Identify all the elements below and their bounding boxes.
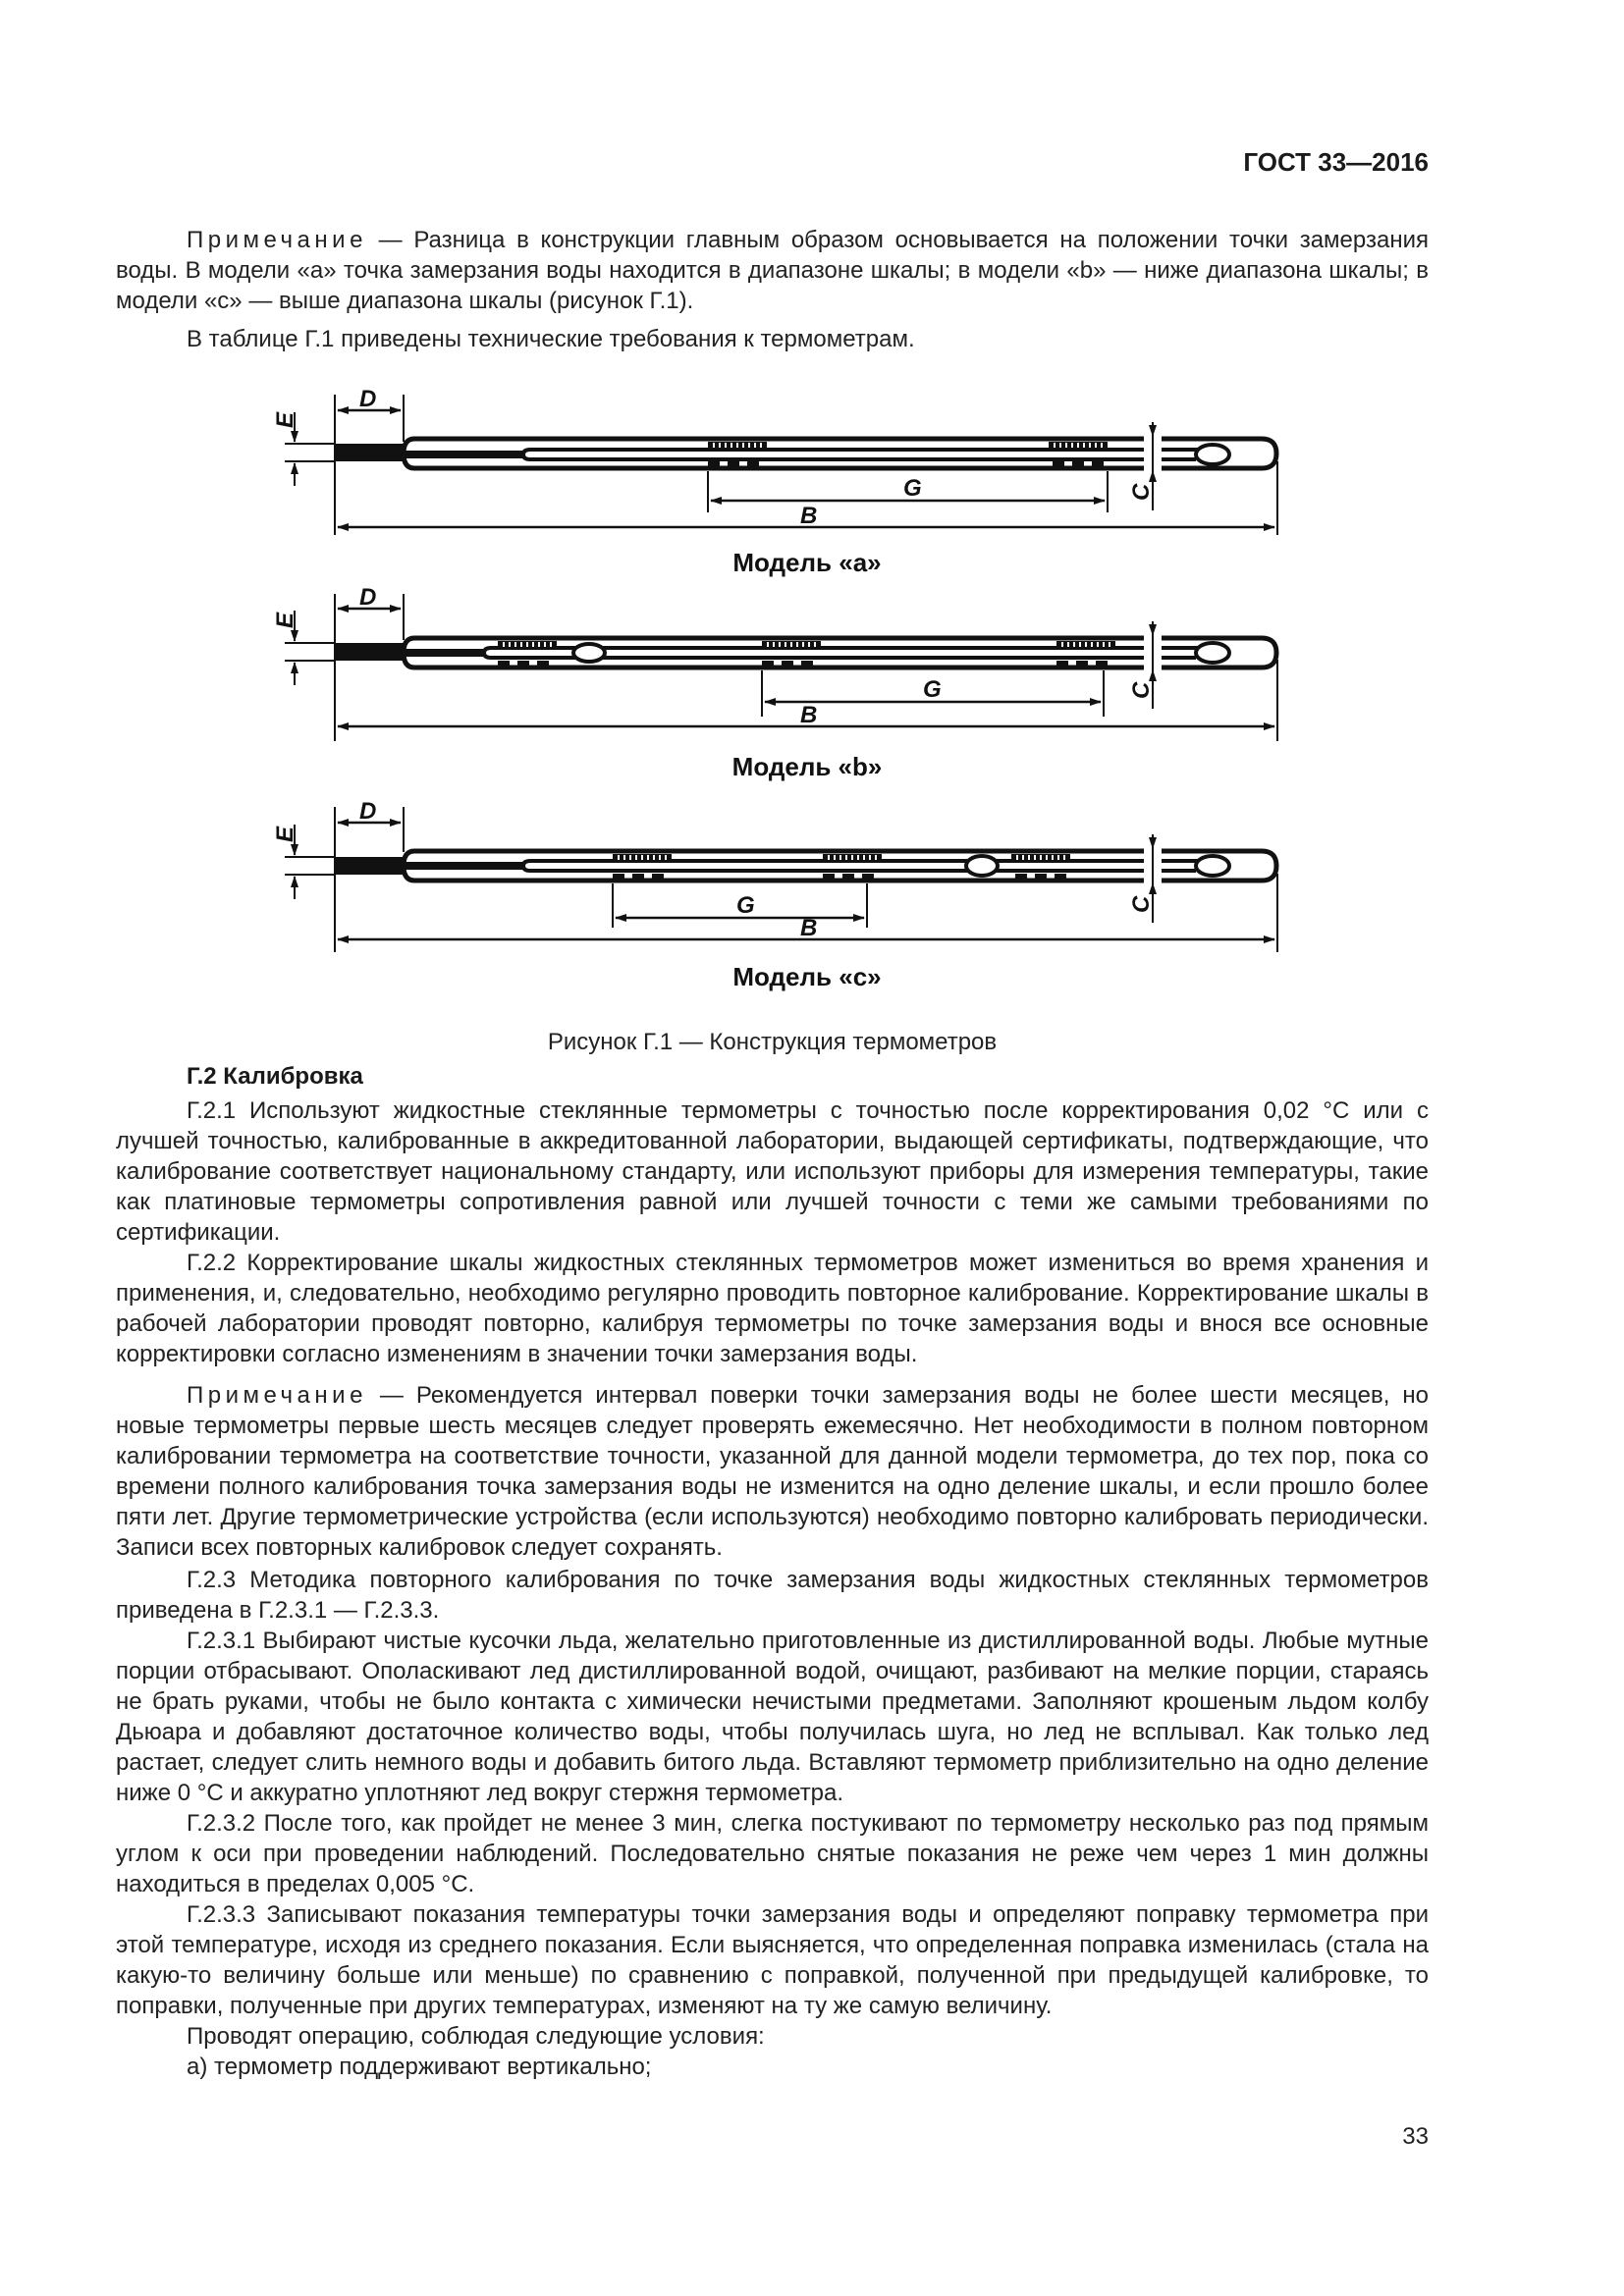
note-text: — Рекомендуется интервал поверки точки замерзания воды не более шести месяцев, но новые термометры первые шесть месяцев следует проверять ежемесячно. Нет необходимости в полном повторном калибровании термометра на соответствие точности, указанной для данной модели термометра, до тех пор, пока со времени полного калибрования точка замерзания воды не изменится на одно деление шкалы, и если прошло более пяти лет. Другие термометрические устройства (если используются) необходимо повторно калибровать периодически. Записи всех повторных калибровок следует сохранять. [116,1382,1429,1561]
paragraph-text: Г.2.3.2 После того, как пройдет не менее 3 мин, слегка постукивают по термометру несколько раз под прямым углом к оси при проведении наблюдений. Последовательно снятые показания не реже чем через 1 мин должны находиться в пределах 0,005 °С. [116,1810,1429,1897]
note-label: Примечание [187,1382,367,1409]
paragraph-text: Г.2.3.1 Выбирают чистые кусочки льда, желательно приготовленные из дистиллированной воды. Любые мутные порции отбрасывают. Ополаскивают лед дистиллированной водой, очищают, разбивают на мелкие порции, стараясь не брать руками, чтобы не было контакта с химически нечистыми предметами. Заполняют крошеным льдом колбу Дьюара и добавляют достаточное количество воды, чтобы получилась шуга, но лед не всплывал. Как только лед растает, следует слить немного воды и добавить битого льда. Вставляют термометр приблизительно на одно деление ниже 0 °С и аккуратно уплотняют лед вокруг стержня термометра. [116,1628,1429,1806]
list-item-a [116,2052,1429,2082]
dimension-label-b: B [800,702,818,728]
document-id-header: ГОСТ 33—2016 [1243,147,1429,177]
paragraph-text: Г.2.2 Корректирование шкалы жидкостных стеклянных термометров может измениться во время хранения и применения, и, следовательно, необходимо регулярно проводить повторное калибрование. Корректирование шкалы в рабочей лаборатории проводят повторно, калибруя термометры по точке замерзания воды и внося все основные корректировки согласно изменениям в значении точки замерзания воды. [116,1250,1429,1367]
dimension-label-e: E [272,826,298,842]
dimension-label-d: D [359,584,377,611]
dimension-label-c: C [1128,895,1155,913]
model-b-label: Модель «b» [731,752,883,781]
dimension-label-b: B [800,915,818,941]
paragraph-g-2-3-3 [116,1899,1429,2021]
paragraph-g-2-3-2 [116,1808,1429,1899]
dimension-label-c: C [1128,483,1155,501]
paragraph-text: Г.2.3.3 Записывают показания температуры точки замерзания воды и определяют поправку термометра при этой температуре, исходя из среднего показания. Если выясняется, что определенная поправка изменилась (стала на какую-то величину больше или меньше) по сравнению с поправкой, полученной при предыдущей калибровке, то поправки, полученные при других температурах, изменяют на ту же самую величину. [116,1901,1429,2019]
section-heading: Г.2 Калибровка [187,1063,363,1090]
thermometer-figure [0,0,1624,1021]
model-a-drawing [285,395,1277,535]
note-2 [116,1380,1429,1563]
dimension-label-e: E [272,612,298,628]
dimension-label-b: B [800,503,818,529]
page-number: 33 [1402,2123,1429,2150]
model-c-drawing [285,807,1277,952]
paragraph-g-2-3 [116,1565,1429,1626]
dimension-label-d: D [359,386,377,412]
note-text: — Разница в конструкции главным образом основывается на положении точки замерзания воды. В модели «a» точка замерзания воды находится в диапазоне шкалы; в модели «b» — ниже диапазона шкалы; в модели «c» — выше диапазона шкалы (рисунок Г.1). [116,227,1429,314]
figure-caption: Рисунок Г.1 — Конструкция термометров [547,1029,998,1055]
paragraph-g-2-3-1 [116,1626,1429,1808]
paragraph-g-2-2 [116,1248,1429,1369]
dimension-label-c: C [1128,681,1155,699]
dimension-label-g: G [903,475,922,502]
model-b-drawing [285,594,1277,741]
conditions-intro [116,2021,1429,2052]
paragraph-text: Проводят операцию, соблюдая следующие условия: [187,2023,765,2050]
model-c-label: Модель «c» [732,962,882,991]
dimension-label-g: G [923,676,942,703]
note-label: Примечание [187,227,367,253]
dimension-label-d: D [359,798,377,825]
paragraph-text: Г.2.3 Методика повторного калибрования по точке замерзания воды жидкостных стеклянных термометров приведена в Г.2.3.1 — Г.2.3.3. [116,1567,1429,1624]
list-item-text: а) термометр поддерживают вертикально; [187,2054,652,2080]
dimension-label-g: G [736,892,755,919]
dimension-label-e: E [272,411,298,428]
model-a-label: Модель «a» [732,548,882,577]
paragraph-text: Г.2.1 Используют жидкостные стеклянные термометры с точностью после корректирования 0,02 °С или с лучшей точностью, калиброванные в аккредитованной лаборатории, выдающей сертификаты, подтверждающие, что калибрование соответствует национальному стандарту, или используют приборы для измерения температуры, такие как платиновые термометры сопротивления равной или лучшей точности с теми же самыми требованиями по сертификации. [116,1097,1429,1246]
paragraph-g-2-1 [116,1095,1429,1248]
table-reference-text: В таблице Г.1 приведены технические требования к термометрам. [187,326,915,352]
